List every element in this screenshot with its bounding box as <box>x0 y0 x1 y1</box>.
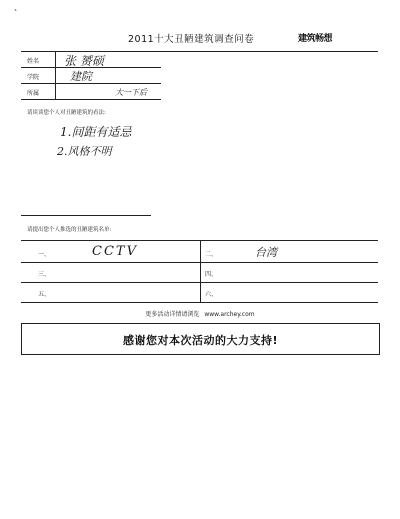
thanks-message: 感谢您对本次活动的大力支持! <box>122 334 278 347</box>
logo-text: 建筑畅想 <box>298 34 333 44</box>
nomination-marker-2: 二、 <box>205 251 218 258</box>
field-value-affiliation: 大一下后 <box>115 88 147 97</box>
opinion-answer-1: 1.间距有适忌 <box>60 125 132 139</box>
field-value-name: 张 赟硕 <box>64 54 104 68</box>
page-title: 2011十大丑陋建筑调查问卷 <box>128 34 255 45</box>
nomination-marker-6: 六、 <box>205 291 218 298</box>
nomination-bottom-rule <box>21 302 378 303</box>
corner-mark: 、 <box>14 3 22 12</box>
section-rule <box>21 215 151 216</box>
thanks-box <box>21 323 380 355</box>
nomination-value-2: 台湾 <box>255 246 277 259</box>
nomination-marker-5: 五、 <box>38 291 51 298</box>
opinion-prompt: 请谈谈您个人对丑陋建筑的看法: <box>27 110 106 116</box>
more-info-text: 更多活动详情请浏览 <box>145 311 200 318</box>
field-value-college: 建院 <box>70 70 92 83</box>
nomination-prompt: 请提出您个人推选的丑陋建筑名单: <box>27 227 112 233</box>
nomination-value-1: CCTV <box>92 244 138 259</box>
row-divider <box>21 99 161 100</box>
site-url-link[interactable]: www.archey.com <box>204 311 255 318</box>
field-label-name: 姓名 <box>27 58 40 65</box>
nomination-marker-1: 一、 <box>38 251 51 258</box>
field-label-affiliation: 所属 <box>27 90 40 97</box>
nomination-marker-3: 三、 <box>38 271 51 278</box>
label-divider <box>55 51 56 99</box>
opinion-answer-2: 2.风格不明 <box>57 145 112 158</box>
field-label-college: 学院 <box>27 74 40 81</box>
site-logo <box>298 31 332 44</box>
nomination-column-divider <box>200 240 201 302</box>
nomination-marker-4: 四、 <box>205 271 218 278</box>
more-info-line <box>0 309 400 318</box>
